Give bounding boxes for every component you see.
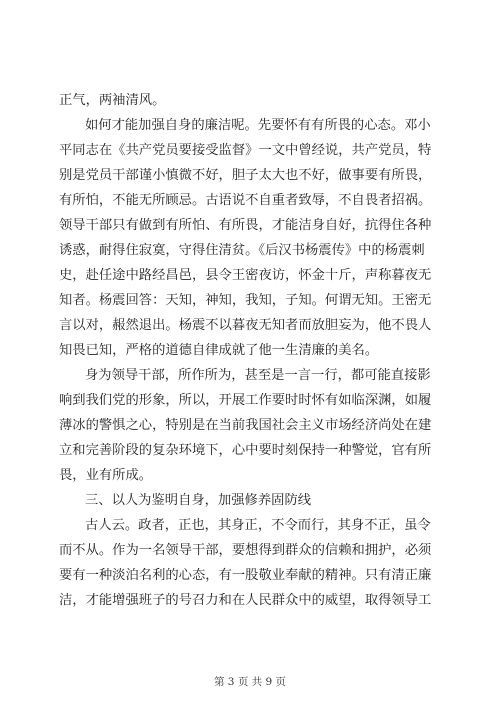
- section-heading: 三、以人为鉴明自身，加强修养固防线: [85, 493, 312, 508]
- text-line: 别是党员干部谨小慎微不好，胆子太大也不好，做事要有所畏，: [59, 168, 432, 183]
- text-line: 史，赴任途中路经昌邑，县令王密夜访，怀金十斤，声称暮夜无: [59, 268, 432, 283]
- text-line: 洁，才能增强班子的号召力和在人民群众中的威望，取得领导工: [59, 593, 432, 608]
- text-line: 立和完善阶段的复杂环境下，心中要时刻保持一种警觉，官有所: [59, 443, 432, 458]
- text-line: 正气，两袖清风。: [59, 93, 166, 108]
- text-line: 如何才能加强自身的廉洁呢。先要怀有有所畏的心态。邓小: [85, 118, 431, 133]
- document-body: [59, 88, 441, 613]
- text-line: 响到我们党的形象，所以，开展工作要时时怀有如临深渊，如履: [59, 393, 432, 408]
- text-line: 知者。杨震回答：天知，神知，我知，子知。何谓无知。王密无: [59, 293, 432, 308]
- text-line: 畏，业有所成。: [59, 468, 153, 483]
- text-line: 薄冰的警惧之心，特别是在当前我国社会主义市场经济尚处在建: [59, 418, 432, 433]
- text-line: 有所怕，不能无所顾忌。古语说不自重者致辱，不自畏者招祸。: [59, 193, 432, 208]
- text-line: 诱惑，耐得住寂寞，守得住清贫。《后汉书杨震传》中的杨震刺: [59, 243, 425, 258]
- text-line: 而不从。作为一名领导干部，要想得到群众的信赖和拥护，必须: [59, 543, 432, 558]
- page-number-footer: 第 3 页 共 9 页: [213, 676, 287, 688]
- text-line: 知畏已知，严格的道德自律成就了他一生清廉的美名。: [59, 343, 379, 358]
- text-line: 言以对，赧然退出。杨震不以暮夜无知者而放胆妄为，他不畏人: [59, 318, 432, 333]
- text-line: 古人云。政者，正也，其身正，不令而行，其身不正，虽令: [85, 518, 431, 533]
- text-line: 平同志在《共产党员要接受监督》一文中曾经说，共产党员，特: [59, 143, 432, 158]
- text-line: 领导干部只有做到有所怕、有所畏，才能洁身自好，抗得住各种: [59, 218, 432, 233]
- text-line: 要有一种淡泊名利的心态，有一股敬业奉献的精神。只有清正廉: [59, 568, 432, 583]
- text-line: 身为领导干部，所作所为，甚至是一言一行，都可能直接影: [85, 368, 431, 383]
